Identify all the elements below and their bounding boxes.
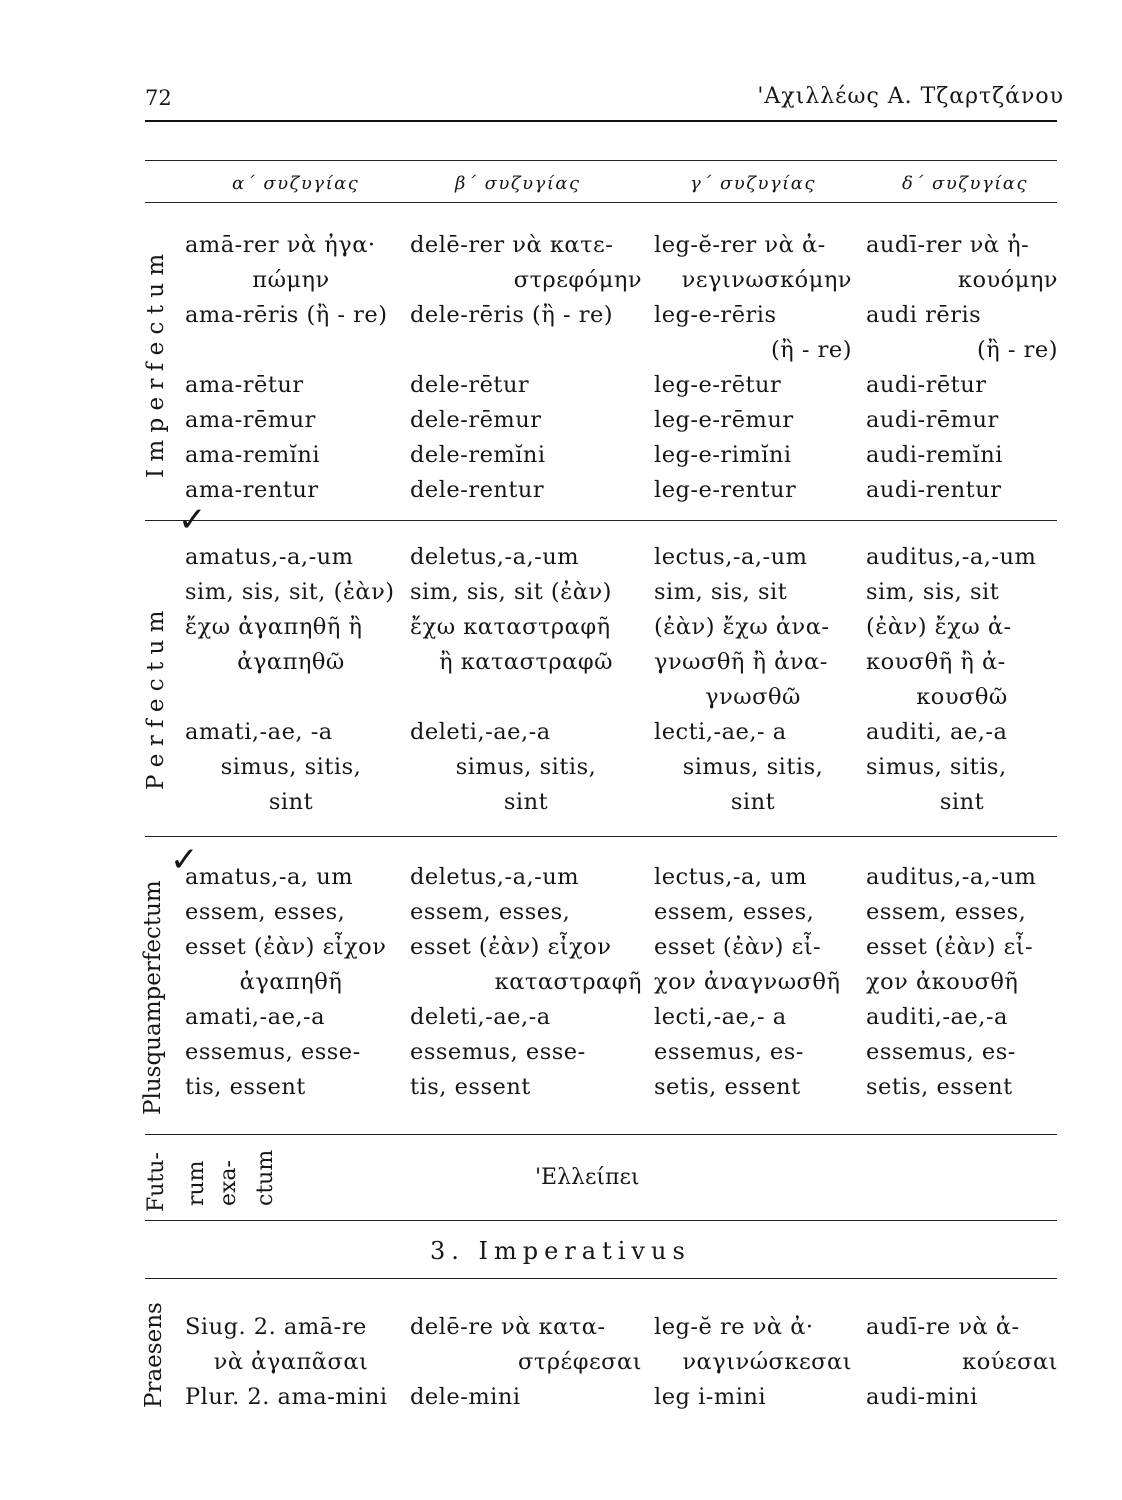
futurum-exactum-missing: 'Ελλείπει — [535, 1165, 640, 1190]
imperfectum-col3: leg-ĕ-rer νὰ ἀ- νεγινωσκόμην leg-e-rēris (ἢ - re) leg-e-rētur leg-e-rēmur leg-e-rimĭni leg-e-rentur — [654, 232, 852, 503]
page-number: 72 — [145, 86, 172, 110]
section-label-futurum-1: Futu- — [144, 1152, 169, 1212]
column-header-c: γ΄ συζυγίας — [690, 173, 816, 194]
table-top-rule — [145, 160, 1057, 161]
running-header-author: 'Αχιλλέως Α. Τζαρτζάνου — [757, 84, 1064, 109]
column-header-b: β΄ συζυγίας — [455, 173, 581, 194]
imperativus-col4: audī-re νὰ ἀ- κούεσαι audi-mini — [866, 1314, 1058, 1410]
perfectum-col4: auditus,-a,-um sim, sis, sit (ἐὰν) ἔχω ἀ- κουσθῆ ἢ ἀ- κουσθῶ auditi, ae,-a simus, sitis, sint — [866, 544, 1037, 815]
imperativus-col2: delē-re νὰ κατα- στρέφεσαι dele-mini — [410, 1314, 642, 1410]
section-label-futurum-4: ctum — [253, 1149, 278, 1206]
imperfectum-col4: audī-rer νὰ ἠ- κουόμην audi rēris (ἢ - re) audi-rētur audi-rēmur audi-remĭni audi-rentur — [866, 232, 1058, 503]
perfectum-col2: deletus,-a,-um sim, sis, sit (ἐὰν) ἔχω καταστραφῆ ἢ καταστραφῶ deleti,-ae,-a simus, sitis, sint — [410, 544, 613, 815]
rule-after-perfectum — [145, 836, 1057, 837]
header-rule — [145, 120, 1057, 122]
imperfectum-col1: amā-rer νὰ ἠγα· πώμην ama-rēris (ἢ - re) ama-rētur ama-rēmur ama-remĭni ama-rentur — [185, 232, 388, 503]
column-header-d: δ΄ συζυγίας — [902, 173, 1029, 194]
plusquamperfectum-col4: auditus,-a,-um essem, esses, esset (ἐὰν) εἶ- χον ἀκουσθῆ auditi,-ae,-a essemus, es- setis, essent — [866, 864, 1037, 1100]
imperativus-heading: 3. Imperativus — [430, 1237, 691, 1265]
section-label-plusquamperfectum: Plusquamperfectum — [140, 880, 166, 1115]
section-label-perfectum: P e r f e c t u m — [143, 610, 169, 790]
plusquamperfectum-col1: amatus,-a, um essem, esses, esset (ἐὰν) εἶχον ἀγαπηθῆ amati,-ae,-a essemus, esse- tis, essent — [185, 864, 387, 1100]
imperativus-col3: leg-ĕ re νὰ ἀ· ναγινώσκεσαι leg i-mini — [654, 1314, 852, 1410]
imperativus-col1: Siug. 2. amā-re νὰ ἀγαπᾶσαι Plur. 2. ama-mini — [185, 1314, 388, 1410]
checkmark-plusquamperfectum-icon: ✓ — [170, 840, 199, 880]
rule-above-imperativus — [145, 1278, 1057, 1279]
perfectum-col3: lectus,-a,-um sim, sis, sit (ἐὰν) ἔχω ἀνα- γνωσθῆ ἢ ἀνα- γνωσθῶ lecti,-ae,- a simus, sitis, sint — [654, 544, 830, 815]
section-label-imperfectum: I m p e r f e c t u m — [143, 253, 169, 478]
plusquamperfectum-col2: deletus,-a,-um essem, esses, esset (ἐὰν) εἶχον καταστραφῆ deleti,-ae,-a essemus, esse- tis, essent — [410, 864, 642, 1100]
column-header-a: α΄ συζυγίας — [232, 173, 360, 194]
plusquamperfectum-col3: lectus,-a, um essem, esses, esset (ἐὰν) εἶ- χον ἀναγνωσθῆ lecti,-ae,- a essemus, es- setis, essent — [654, 864, 841, 1100]
rule-after-imperfectum — [145, 520, 1057, 521]
rule-after-plusquamperfectum — [145, 1134, 1057, 1135]
column-header-rule — [145, 202, 1057, 203]
checkmark-perfectum-icon: ✓ — [178, 500, 207, 540]
imperfectum-col2: delē-rer νὰ κατε- στρεφόμην dele-rēris (ἢ - re) dele-rētur dele-rēmur dele-remĭni dele-rentur — [410, 232, 642, 503]
perfectum-col1: amatus,-a,-um sim, sis, sit, (ἐὰν) ἔχω ἀγαπηθῆ ἢ ἀγαπηθῶ amati,-ae, -a simus, sitis, sint — [185, 544, 395, 815]
rule-after-futurum — [145, 1220, 1057, 1221]
section-label-futurum-3: exa- — [216, 1160, 241, 1206]
section-label-praesens: Praesens — [141, 1302, 167, 1408]
section-label-futurum-2: rum — [184, 1160, 209, 1206]
